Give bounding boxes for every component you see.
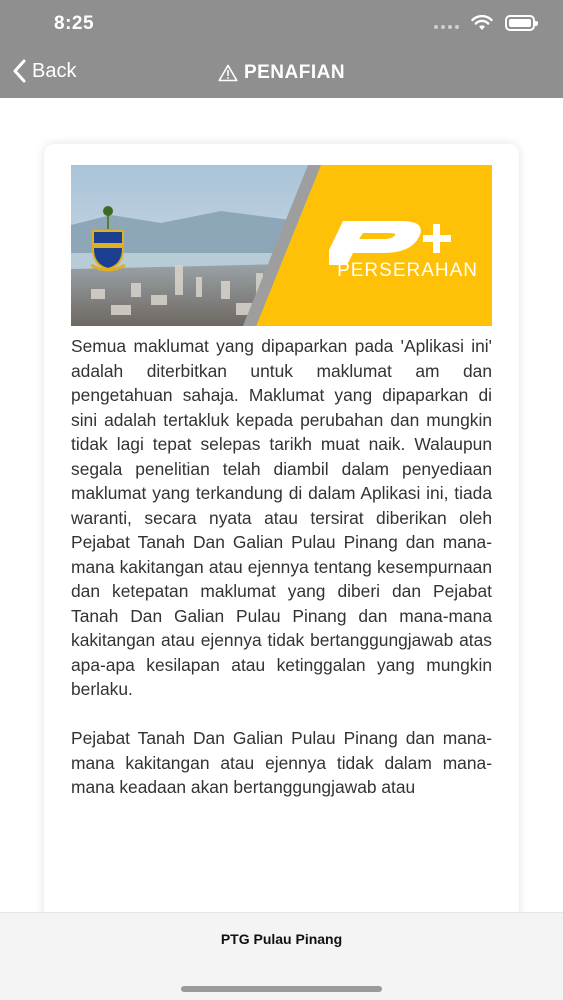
back-label: Back — [32, 59, 77, 82]
disclaimer-text — [71, 334, 492, 824]
banner-image — [71, 165, 492, 326]
status-icons — [434, 15, 535, 31]
banner-subtitle: PERSERAHAN — [337, 260, 478, 281]
status-time: 8:25 — [54, 13, 95, 34]
bottom-bar — [0, 912, 563, 1000]
battery-icon — [505, 15, 535, 31]
cellular-signal-icon — [434, 17, 459, 29]
wifi-icon — [471, 15, 493, 31]
disclaimer-card — [44, 144, 519, 944]
header — [0, 0, 563, 98]
footer-label: PTG Pulau Pinang — [220, 931, 343, 947]
home-indicator[interactable] — [181, 986, 382, 992]
page-title-label: PENAFIAN — [243, 62, 346, 83]
disclaimer-paragraph-2: Pejabat Tanah Dan Galian Pulau Pinang dan mana-mana kakitangan atau ejennya tidak dalam mana-mana keadaan akan bertanggungjawab atau — [71, 728, 492, 797]
warning-icon — [218, 64, 238, 82]
disclaimer-paragraph-1: Semua maklumat yang dipaparkan pada 'Aplikasi ini' adalah diterbitkan untuk maklumat am dan pengetahuan sahaja. Maklumat yang dipaparkan di sini adalah tertakluk kepada perubahan dan mungkin tidak lagi tepat selepas tarikh muat naik. Walaupun segala penelitian telah diambil dalam penyediaan maklumat yang terkandung di dalam Aplikasi ini, tiada waranti, secara nyata atau tersirat diberikan oleh Pejabat Tanah Dan Galian Pulau Pinang dan mana-mana kakitangan atau ejennya tentang kesempurnaan dan ketepatan maklumat yang diberi dan Pejabat Tanah Dan Galian Pulau Pinang dan mana-mana kakitangan atau ejennya tidak bertanggungjawab atas apa-apa kesilapan atau ketinggalan yang mungkin berlaku. — [71, 336, 492, 699]
page-title — [0, 59, 563, 84]
